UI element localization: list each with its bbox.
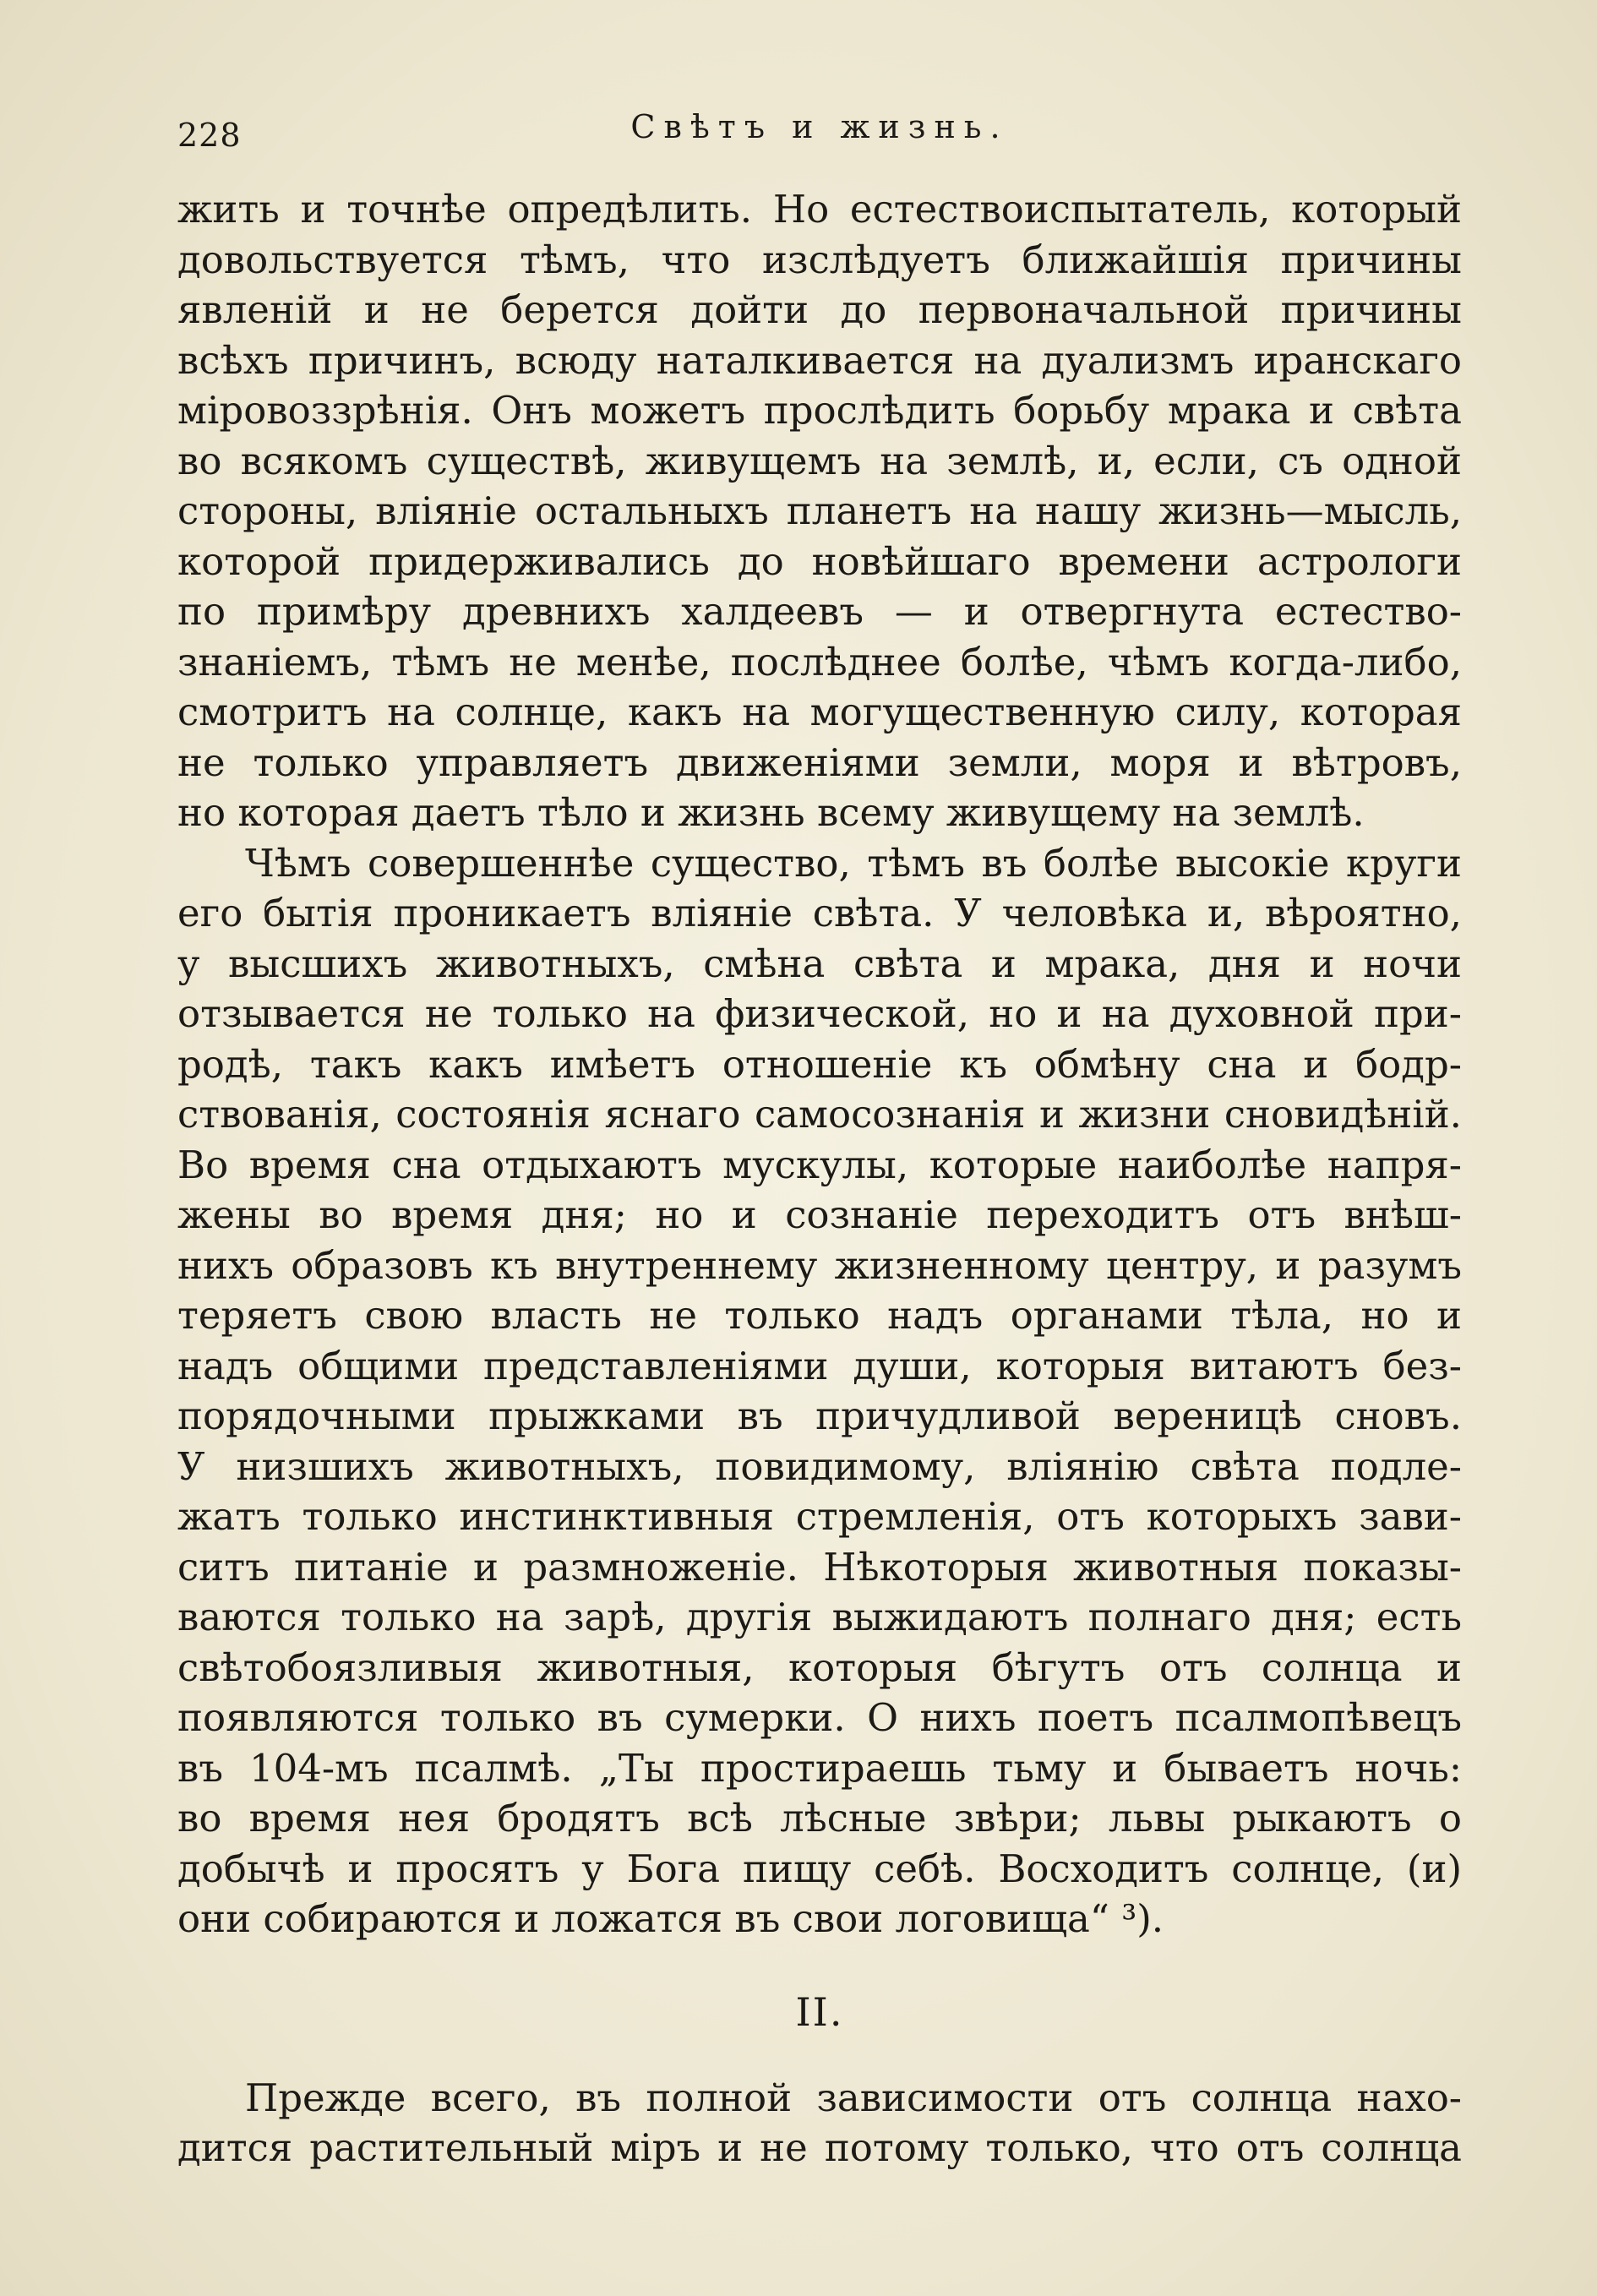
text-line: жены во время дня; но и сознаніе переходитъ отъ внѣш- <box>177 1192 1462 1237</box>
text-line: ствованія, состоянія яснаго самосознанія и жизни сновидѣній. <box>177 1092 1462 1137</box>
text-line: ситъ питаніе и размноженіе. Нѣкоторыя животныя показы- <box>177 1544 1462 1590</box>
text-line: дится растительный міръ и не потому только, что отъ солнца <box>177 2125 1462 2170</box>
text-line: Прежде всего, въ полной зависимости отъ солнца нахо- <box>245 2075 1462 2120</box>
text-line: довольствуется тѣмъ, что изслѣдуетъ ближайшія причины <box>177 237 1462 282</box>
page-header <box>177 108 1462 159</box>
text-line: смотритъ на солнце, какъ на могущественную силу, которая <box>177 690 1462 734</box>
text-line: явленій и не берется дойти до первоначальной причины <box>177 287 1462 332</box>
text-line: ваются только на зарѣ, другія выжидаютъ полнаго дня; есть <box>177 1595 1462 1639</box>
text-line: жатъ только инстинктивныя стремленія, отъ которыхъ зави- <box>177 1494 1462 1539</box>
text-line: родѣ, такъ какъ имѣетъ отношеніе къ обмѣну сна и бодр- <box>177 1041 1462 1087</box>
text-line: порядочными прыжками въ причудливой вереницѣ сновъ. <box>177 1393 1462 1438</box>
text-line: стороны, вліяніе остальныхъ планетъ на нашу жизнь—мысль, <box>177 488 1462 533</box>
text-line: У низшихъ животныхъ, повидимому, вліянію свѣта подле- <box>177 1443 1462 1489</box>
text-line: міровоззрѣнія. Онъ можетъ прослѣдить борьбу мрака и свѣта <box>177 388 1462 433</box>
text-line: появляются только въ сумерки. О нихъ поетъ псалмопѣвецъ <box>177 1695 1462 1740</box>
page-number: 228 <box>177 117 242 154</box>
text-line: во время нея бродятъ всѣ лѣсные звѣри; львы рыкаютъ о <box>177 1796 1462 1841</box>
text-line: надъ общими представленіями души, которыя витаютъ без- <box>177 1343 1462 1388</box>
text-line: въ 104-мъ псалмѣ. „Ты простираешь тьму и бываетъ ночь: <box>177 1745 1462 1791</box>
paragraph-3 <box>177 2073 1462 2173</box>
paragraph-2 <box>177 838 1462 1944</box>
text-line: которой придерживались до новѣйшаго времени астрологи <box>177 538 1462 584</box>
text-line: знаніемъ, тѣмъ не менѣе, послѣднее болѣе, чѣмъ когда-либо, <box>177 639 1462 684</box>
section-heading: II. <box>795 1988 844 2035</box>
text-line: теряетъ свою власть не только надъ органами тѣла, но и <box>177 1293 1462 1338</box>
text-line: свѣтобоязливыя животныя, которыя бѣгутъ отъ солнца и <box>177 1644 1462 1690</box>
text-line: по примѣру древнихъ халдеевъ — и отвергнута естество- <box>177 589 1462 634</box>
text-line: во всякомъ существѣ, живущемъ на землѣ, и, если, съ одной <box>177 438 1462 483</box>
text-line: добычѣ и просятъ у Бога пищу себѣ. Восходитъ солнце, (и) <box>177 1846 1462 1891</box>
text-line: отзывается не только на физической, но и на духовной при- <box>177 991 1462 1036</box>
paragraph-1 <box>177 184 1462 838</box>
running-title: Свѣтъ и жизнь. <box>630 108 1009 145</box>
text-line: Во время сна отдыхаютъ мускулы, которые наиболѣе напря- <box>177 1142 1462 1187</box>
text-line: у высшихъ животныхъ, смѣна свѣта и мрака, дня и ночи <box>177 941 1462 986</box>
body-text <box>177 184 1462 2173</box>
text-line: нихъ образовъ къ внутреннему жизненному центру, и разумъ <box>177 1242 1462 1288</box>
text-line: но которая даетъ тѣло и жизнь всему живущему на землѣ. <box>177 790 1365 835</box>
text-line: не только управляетъ движеніями земли, моря и вѣтровъ, <box>177 739 1462 785</box>
text-line: всѣхъ причинъ, всюду наталкивается на дуализмъ иранскаго <box>177 337 1462 383</box>
text-line: жить и точнѣе опредѣлить. Но естествоиспытатель, который <box>177 187 1462 232</box>
text-line: его бытія проникаетъ вліяніе свѣта. У человѣка и, вѣроятно, <box>177 891 1462 935</box>
text-line: они собираются и ложатся въ свои логовища“ ³). <box>177 1896 1164 1941</box>
text-line: Чѣмъ совершеннѣе существо, тѣмъ въ болѣе высокіе круги <box>245 840 1462 886</box>
